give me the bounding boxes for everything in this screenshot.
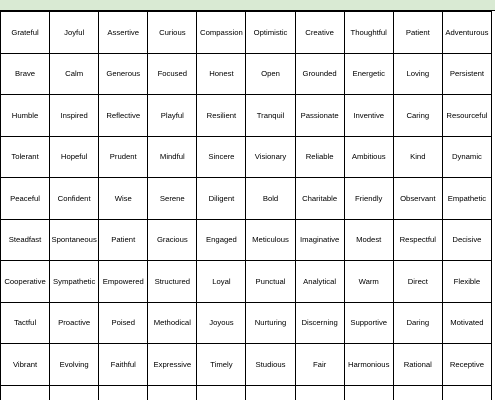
grid-cell[interactable]: Warm bbox=[344, 261, 393, 303]
grid-cell[interactable]: Cooperative bbox=[1, 261, 50, 303]
grid-cell[interactable]: Resilient bbox=[197, 95, 246, 137]
grid-cell[interactable]: Joyous bbox=[197, 302, 246, 344]
grid-cell[interactable]: Joyful bbox=[50, 12, 99, 54]
grid-cell[interactable]: Proactive bbox=[50, 302, 99, 344]
grid-row bbox=[1, 219, 492, 261]
grid-cell[interactable]: Patient bbox=[99, 219, 148, 261]
grid-cell[interactable]: Nurturing bbox=[246, 302, 295, 344]
grid-cell[interactable]: Playful bbox=[148, 95, 197, 137]
grid-cell[interactable]: Poised bbox=[99, 302, 148, 344]
grid-row bbox=[1, 178, 492, 220]
grid-cell[interactable]: Visionary bbox=[246, 136, 295, 178]
grid-cell[interactable]: Grounded bbox=[295, 53, 344, 95]
grid-cell[interactable]: Grateful bbox=[1, 12, 50, 54]
grid-cell[interactable]: Inspired bbox=[50, 95, 99, 137]
grid-cell[interactable]: Creative bbox=[295, 12, 344, 54]
header-row-strip bbox=[0, 0, 495, 11]
grid-cell[interactable]: Tolerant bbox=[1, 136, 50, 178]
grid-cell[interactable]: Methodical bbox=[148, 302, 197, 344]
grid-cell[interactable]: Empowered bbox=[99, 261, 148, 303]
grid-row bbox=[1, 385, 492, 400]
grid-cell[interactable]: Inventive bbox=[344, 95, 393, 137]
grid-cell[interactable]: Reflective bbox=[99, 95, 148, 137]
grid-cell[interactable]: Prudent bbox=[99, 136, 148, 178]
grid-cell[interactable]: Peaceful bbox=[1, 178, 50, 220]
grid-cell[interactable]: Receptive bbox=[442, 344, 491, 386]
grid-cell[interactable]: Tactful bbox=[1, 302, 50, 344]
grid-cell[interactable]: Confident bbox=[50, 178, 99, 220]
grid-cell[interactable] bbox=[197, 385, 246, 400]
grid-cell[interactable] bbox=[148, 385, 197, 400]
grid-cell[interactable]: Diligent bbox=[197, 178, 246, 220]
grid-cell[interactable]: Optimistic bbox=[246, 12, 295, 54]
grid-cell[interactable]: Analytical bbox=[295, 261, 344, 303]
grid-row bbox=[1, 53, 492, 95]
grid-cell[interactable]: Discerning bbox=[295, 302, 344, 344]
grid-cell[interactable]: Hopeful bbox=[50, 136, 99, 178]
grid-cell[interactable]: Loving bbox=[393, 53, 442, 95]
grid-cell[interactable]: Mindful bbox=[148, 136, 197, 178]
grid-cell[interactable] bbox=[344, 385, 393, 400]
grid-cell[interactable]: Studious bbox=[246, 344, 295, 386]
grid-cell[interactable]: Direct bbox=[393, 261, 442, 303]
grid-cell[interactable]: Generous bbox=[99, 53, 148, 95]
word-grid bbox=[0, 11, 492, 400]
grid-cell[interactable]: Motivated bbox=[442, 302, 491, 344]
grid-cell[interactable]: Punctual bbox=[246, 261, 295, 303]
grid-cell[interactable]: Faithful bbox=[99, 344, 148, 386]
grid-cell[interactable]: Observant bbox=[393, 178, 442, 220]
grid-cell[interactable]: Wise bbox=[99, 178, 148, 220]
grid-cell[interactable] bbox=[50, 385, 99, 400]
grid-row bbox=[1, 261, 492, 303]
grid-cell[interactable]: Assertive bbox=[99, 12, 148, 54]
grid-cell[interactable]: Fair bbox=[295, 344, 344, 386]
grid-cell[interactable]: Thoughtful bbox=[344, 12, 393, 54]
grid-cell[interactable] bbox=[295, 385, 344, 400]
grid-row bbox=[1, 12, 492, 54]
grid-cell[interactable]: Structured bbox=[148, 261, 197, 303]
grid-cell[interactable]: Charitable bbox=[295, 178, 344, 220]
grid-cell[interactable]: Steadfast bbox=[1, 219, 50, 261]
grid-cell[interactable]: Calm bbox=[50, 53, 99, 95]
grid-cell[interactable]: Brave bbox=[1, 53, 50, 95]
grid-cell[interactable] bbox=[246, 385, 295, 400]
grid-cell[interactable]: Humble bbox=[1, 95, 50, 137]
grid-cell[interactable]: Supportive bbox=[344, 302, 393, 344]
grid-cell[interactable] bbox=[393, 385, 442, 400]
grid-cell[interactable]: Loyal bbox=[197, 261, 246, 303]
grid-cell[interactable]: Reliable bbox=[295, 136, 344, 178]
grid-cell[interactable]: Timely bbox=[197, 344, 246, 386]
grid-cell[interactable]: Respectful bbox=[393, 219, 442, 261]
grid-row bbox=[1, 136, 492, 178]
grid-cell[interactable]: Energetic bbox=[344, 53, 393, 95]
grid-cell[interactable]: Open bbox=[246, 53, 295, 95]
grid-cell[interactable]: Sincere bbox=[197, 136, 246, 178]
grid-cell[interactable]: Gracious bbox=[148, 219, 197, 261]
grid-row bbox=[1, 95, 492, 137]
grid-cell[interactable]: Daring bbox=[393, 302, 442, 344]
grid-cell[interactable]: Patient bbox=[393, 12, 442, 54]
grid-cell[interactable]: Passionate bbox=[295, 95, 344, 137]
grid-cell[interactable]: Tranquil bbox=[246, 95, 295, 137]
grid-cell[interactable]: Adventurous bbox=[442, 12, 491, 54]
grid-cell[interactable]: Sympathetic bbox=[50, 261, 99, 303]
grid-cell[interactable]: Friendly bbox=[344, 178, 393, 220]
grid-cell[interactable]: Engaged bbox=[197, 219, 246, 261]
grid-cell[interactable]: Resourceful bbox=[442, 95, 491, 137]
grid-cell[interactable]: Imaginative bbox=[295, 219, 344, 261]
grid-cell[interactable]: Harmonious bbox=[344, 344, 393, 386]
grid-row bbox=[1, 344, 492, 386]
grid-cell[interactable]: Compassion bbox=[197, 12, 246, 54]
grid-cell[interactable] bbox=[442, 385, 491, 400]
grid-cell[interactable]: Focused bbox=[148, 53, 197, 95]
grid-row bbox=[1, 302, 492, 344]
grid-cell[interactable]: Decisive bbox=[442, 219, 491, 261]
grid-cell[interactable]: Serene bbox=[148, 178, 197, 220]
grid-cell[interactable]: Persistent bbox=[442, 53, 491, 95]
grid-cell[interactable]: Ambitious bbox=[344, 136, 393, 178]
grid-cell[interactable]: Modest bbox=[344, 219, 393, 261]
grid-cell[interactable]: Evolving bbox=[50, 344, 99, 386]
grid-cell[interactable]: Caring bbox=[393, 95, 442, 137]
grid-cell[interactable] bbox=[1, 385, 50, 400]
grid-cell[interactable]: Dynamic bbox=[442, 136, 491, 178]
grid-cell[interactable]: Meticulous bbox=[246, 219, 295, 261]
grid-cell[interactable]: Vibrant bbox=[1, 344, 50, 386]
grid-cell[interactable]: Empathetic bbox=[442, 178, 491, 220]
grid-cell[interactable]: Honest bbox=[197, 53, 246, 95]
grid-cell[interactable]: Flexible bbox=[442, 261, 491, 303]
grid-cell[interactable]: Rational bbox=[393, 344, 442, 386]
grid-cell[interactable]: Bold bbox=[246, 178, 295, 220]
grid-cell[interactable] bbox=[99, 385, 148, 400]
grid-cell[interactable]: Expressive bbox=[148, 344, 197, 386]
grid-cell[interactable]: Spontaneous bbox=[50, 219, 99, 261]
grid-cell[interactable]: Curious bbox=[148, 12, 197, 54]
grid-cell[interactable]: Kind bbox=[393, 136, 442, 178]
